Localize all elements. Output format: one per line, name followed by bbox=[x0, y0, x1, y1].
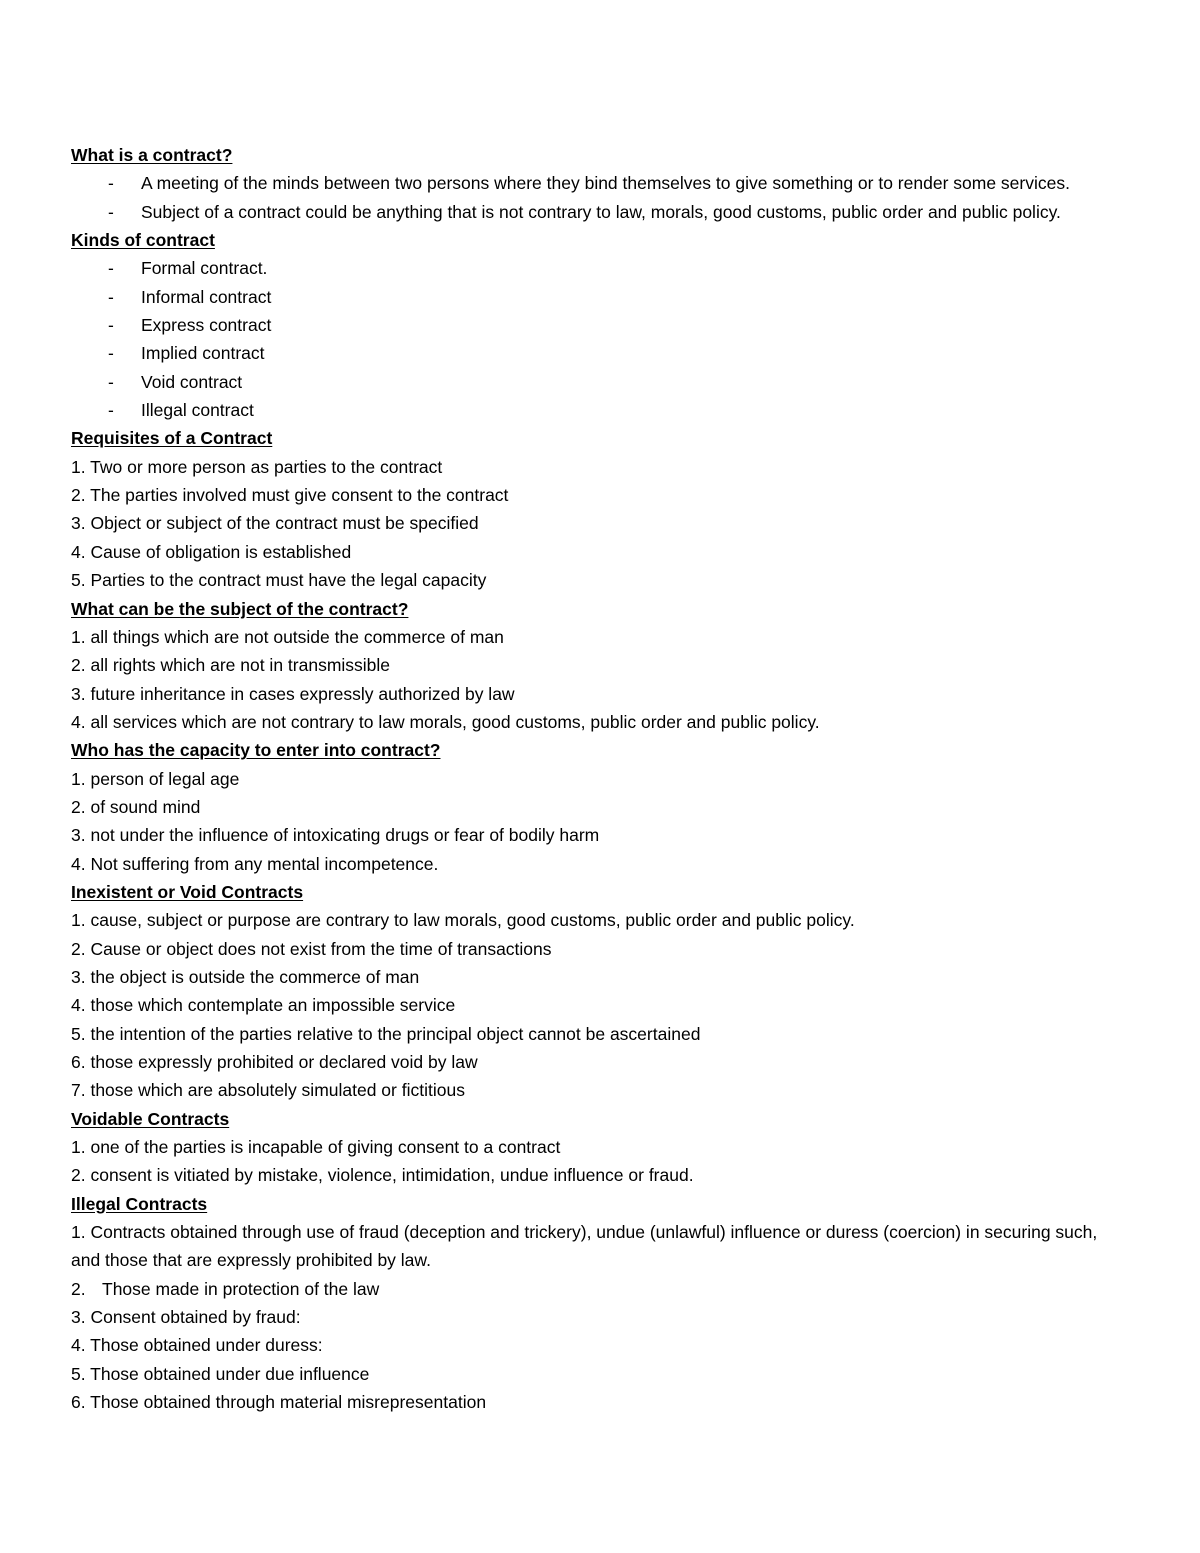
numbered-item: 1. person of legal age bbox=[71, 768, 240, 789]
numbered-item: 2. Cause or object does not exist from the time of transactions bbox=[71, 938, 552, 959]
numbered-item: 1. Contracts obtained through use of fraud (deception and trickery), undue (unlawful) influence or duress (coercion) in securing such, and those that are expressly prohibited by law. bbox=[71, 1222, 1098, 1271]
list-item bbox=[71, 339, 1131, 367]
numbered-item: 3. Consent obtained by fraud: bbox=[71, 1307, 301, 1328]
numbered-item: 3. the object is outside the commerce of man bbox=[71, 966, 420, 987]
bullet-dash: - bbox=[108, 343, 114, 364]
list-item-text: Formal contract. bbox=[141, 258, 268, 279]
list-item-text: Express contract bbox=[141, 315, 272, 336]
numbered-item: 4. Cause of obligation is established bbox=[71, 541, 352, 562]
numbered-item: 3. Object or subject of the contract must be specified bbox=[71, 513, 479, 534]
section-heading: Requisites of a Contract bbox=[71, 428, 273, 449]
numbered-item: 4. those which contemplate an impossible service bbox=[71, 995, 456, 1016]
numbered-item: 5. Those obtained under due influence bbox=[71, 1363, 370, 1384]
list-item-text: Void contract bbox=[141, 371, 243, 392]
list-item-text: Informal contract bbox=[141, 286, 272, 307]
list-item bbox=[71, 283, 1131, 311]
numbered-item: 2. of sound mind bbox=[71, 796, 201, 817]
list-item-text: Illegal contract bbox=[141, 400, 254, 421]
numbered-item: 4. Not suffering from any mental incompetence. bbox=[71, 853, 439, 874]
bullet-dash: - bbox=[108, 286, 114, 307]
bullet-dash: - bbox=[108, 400, 114, 421]
list-item bbox=[71, 396, 1131, 424]
section-heading: Voidable Contracts bbox=[71, 1108, 230, 1129]
numbered-item: 6. those expressly prohibited or declared void by law bbox=[71, 1052, 478, 1072]
list-item-text: Implied contract bbox=[141, 343, 265, 364]
numbered-item: 5. the intention of the parties relative to the principal object cannot be ascertained bbox=[71, 1023, 701, 1044]
numbered-item: 1. Two or more person as parties to the contract bbox=[71, 456, 443, 477]
list-item bbox=[71, 254, 1131, 282]
bullet-dash: - bbox=[108, 173, 114, 194]
numbered-item: 3. not under the influence of intoxicating drugs or fear of bodily harm bbox=[71, 825, 600, 846]
bullet-dash: - bbox=[108, 315, 114, 336]
section-heading: Kinds of contract bbox=[71, 230, 215, 251]
section-heading: Who has the capacity to enter into contract? bbox=[71, 740, 441, 761]
numbered-item: 1. all things which are not outside the commerce of man bbox=[71, 626, 504, 647]
section-heading: What can be the subject of the contract? bbox=[71, 598, 409, 619]
list-item bbox=[71, 311, 1131, 339]
numbered-item: 2. The parties involved must give consent to the contract bbox=[71, 485, 509, 506]
list-item bbox=[71, 368, 1131, 396]
bullet-dash: - bbox=[108, 201, 114, 222]
numbered-item: 2. all rights which are not in transmissible bbox=[71, 655, 391, 676]
numbered-item: 1. one of the parties is incapable of giving consent to a contract bbox=[71, 1137, 561, 1158]
section-heading: Illegal Contracts bbox=[71, 1193, 208, 1214]
numbered-item: 3. future inheritance in cases expressly authorized by law bbox=[71, 683, 515, 704]
numbered-item: 4. Those obtained under duress: bbox=[71, 1335, 323, 1356]
bullet-dash: - bbox=[108, 258, 114, 279]
bullet-dash: - bbox=[108, 371, 114, 392]
numbered-item: 5. Parties to the contract must have the legal capacity bbox=[71, 570, 487, 591]
numbered-item bbox=[71, 1275, 1131, 1303]
document-page bbox=[71, 141, 1131, 1416]
item-number: 2. bbox=[71, 1278, 86, 1299]
numbered-item: 2. consent is vitiated by mistake, violence, intimidation, undue influence or fraud. bbox=[71, 1165, 694, 1186]
list-item bbox=[71, 198, 1131, 226]
numbered-item: 7. those which are absolutely simulated or fictitious bbox=[71, 1080, 465, 1101]
numbered-item: 1. cause, subject or purpose are contrary to law morals, good customs, public order and public policy. bbox=[71, 910, 855, 931]
section-heading: What is a contract? bbox=[71, 145, 233, 165]
numbered-item: 4. all services which are not contrary to law morals, good customs, public order and public policy. bbox=[71, 711, 820, 732]
list-item-text: Subject of a contract could be anything that is not contrary to law, morals, good customs, public order and public policy. bbox=[141, 201, 1061, 222]
section-heading: Inexistent or Void Contracts bbox=[71, 881, 304, 902]
list-item-text: A meeting of the minds between two persons where they bind themselves to give something or to render some services. bbox=[141, 173, 1070, 194]
numbered-item: 6. Those obtained through material misrepresentation bbox=[71, 1392, 487, 1413]
numbered-item-text: Those made in protection of the law bbox=[102, 1278, 380, 1299]
list-item bbox=[71, 169, 1131, 197]
